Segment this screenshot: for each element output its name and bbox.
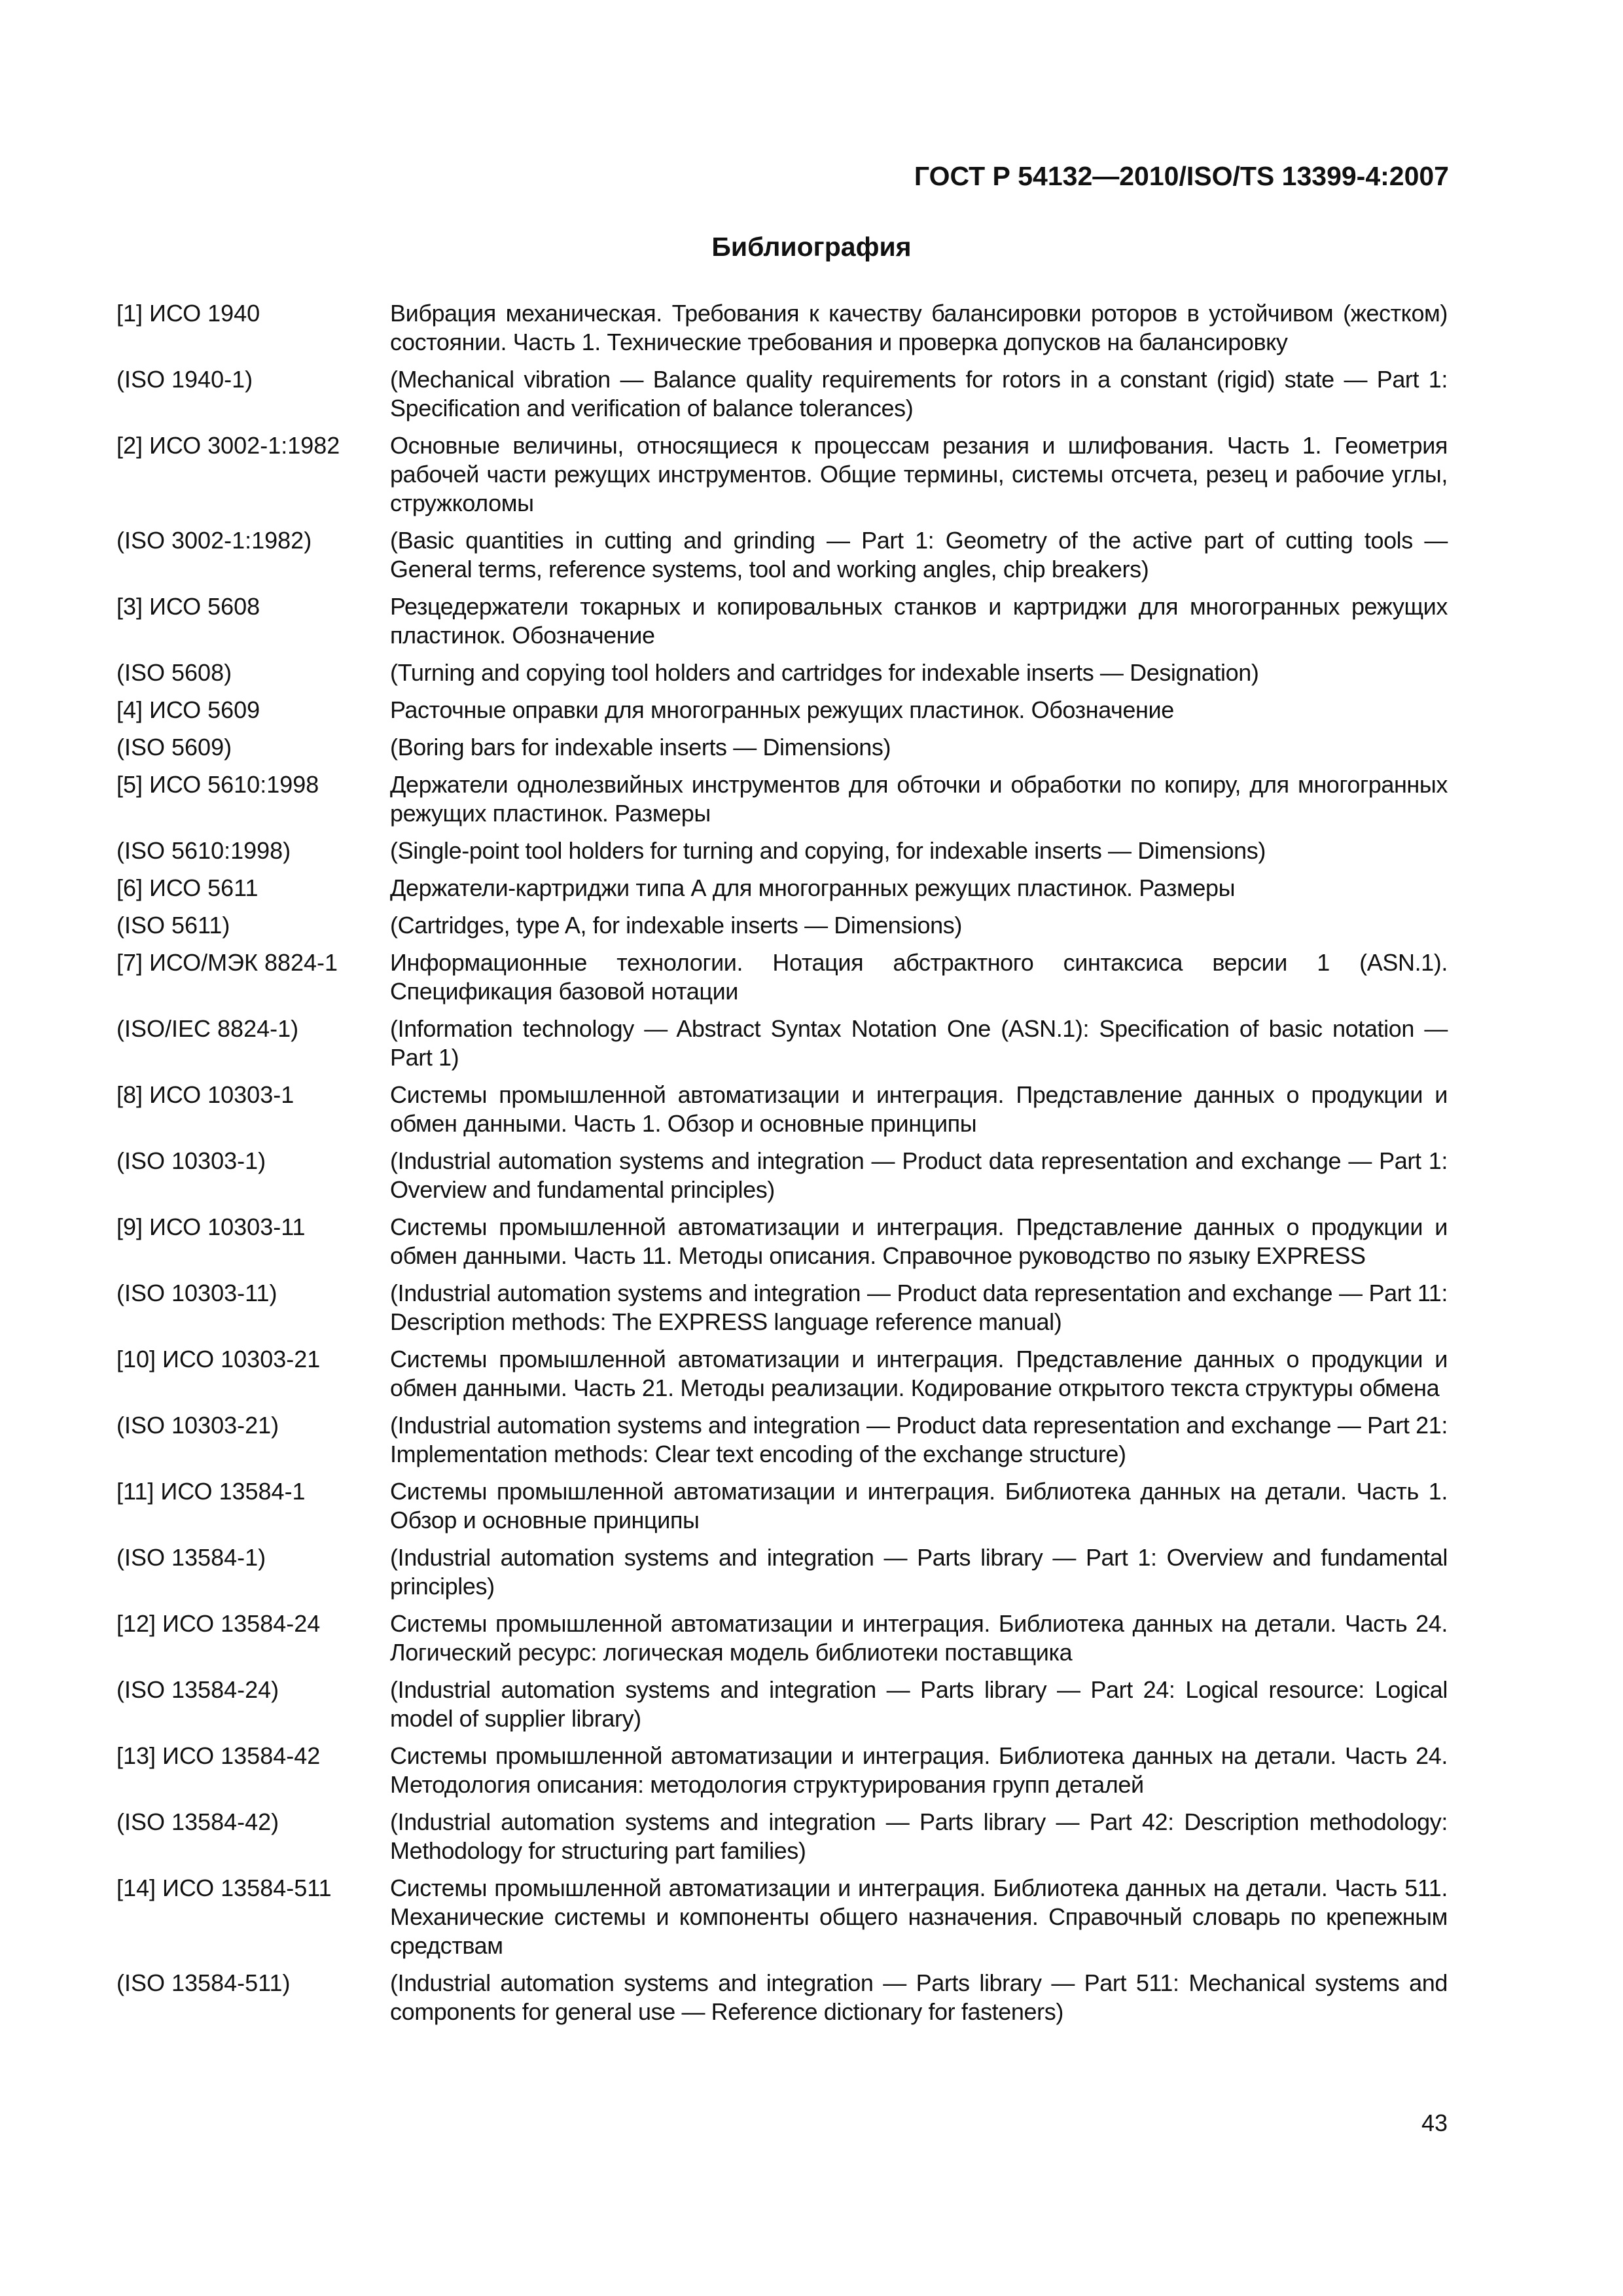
entry-reference: (ISO 10303-11) bbox=[116, 1280, 277, 1306]
entry-description: Расточные оправки для многогранных режущих пластинок. Обозначение bbox=[390, 696, 1174, 723]
bibliography-entry bbox=[116, 1213, 1448, 1270]
bibliography-entry bbox=[116, 874, 1448, 903]
entry-reference: [11] ИСО 13584-1 bbox=[116, 1478, 306, 1505]
entry-reference: (ISO 10303-1) bbox=[116, 1147, 266, 1174]
bibliography-entry bbox=[116, 1742, 1448, 1799]
bibliography-entry bbox=[116, 1014, 1448, 1072]
bibliography-entry bbox=[116, 1543, 1448, 1601]
entry-description: (Industrial automation systems and integration — Parts library — Part 511: Mechanical systems and components for general use — Reference dictionary for fasteners) bbox=[390, 1969, 1448, 2025]
entry-reference: [12] ИСО 13584-24 bbox=[116, 1610, 321, 1637]
entry-reference: [7] ИСО/МЭК 8824-1 bbox=[116, 949, 338, 976]
bibliography-entry bbox=[116, 658, 1448, 687]
entry-description: Основные величины, относящиеся к процессам резания и шлифования. Часть 1. Геометрия рабочей части режущих инструментов. Общие термины, системы отсчета, резец и рабочие углы, стружколомы bbox=[390, 432, 1448, 516]
entry-description: (Industrial automation systems and integration — Parts library — Part 42: Description methodology: Methodology for structuring part families) bbox=[390, 1808, 1448, 1864]
entry-description: Системы промышленной автоматизации и интеграция. Библиотека данных на детали. Часть 511. Механические системы и компоненты общего назначения. Справочный словарь по крепежным средствам bbox=[390, 1874, 1448, 1959]
entry-reference: [9] ИСО 10303-11 bbox=[116, 1213, 306, 1240]
entry-reference: [14] ИСО 13584-511 bbox=[116, 1874, 332, 1901]
entry-reference: (ISO/IEC 8824-1) bbox=[116, 1015, 299, 1042]
entry-description: (Turning and copying tool holders and cartridges for indexable inserts — Designation) bbox=[390, 659, 1259, 686]
bibliography-entry bbox=[116, 836, 1448, 865]
entry-description: (Information technology — Abstract Syntax Notation One (ASN.1): Specification of basic notation — Part 1) bbox=[390, 1015, 1448, 1071]
bibliography-entry bbox=[116, 299, 1448, 357]
bibliography-entry bbox=[116, 696, 1448, 725]
entry-description: Системы промышленной автоматизации и интеграция. Представление данных о продукции и обмен данными. Часть 21. Методы реализации. Кодирование открытого текста структуры обмена bbox=[390, 1346, 1448, 1401]
bibliography-entry bbox=[116, 1147, 1448, 1204]
entry-description: (Industrial automation systems and integration — Parts library — Part 24: Logical resource: Logical model of supplier library) bbox=[390, 1676, 1448, 1732]
entry-description: Системы промышленной автоматизации и интеграция. Библиотека данных на детали. Часть 24. Методология описания: методология структурирования групп деталей bbox=[390, 1742, 1448, 1798]
entry-reference: (ISO 5609) bbox=[116, 734, 232, 761]
entry-description: Резцедержатели токарных и копировальных станков и картриджи для многогранных режущих пластинок. Обозначение bbox=[390, 593, 1448, 649]
entry-description: (Industrial automation systems and integration — Product data representation and exchange — Part 1: Overview and fundamental principles) bbox=[390, 1147, 1448, 1203]
document-code-header: ГОСТ Р 54132—2010/ISO/TS 13399-4:2007 bbox=[914, 161, 1449, 191]
entry-description: Системы промышленной автоматизации и интеграция. Библиотека данных на детали. Часть 1. Обзор и основные принципы bbox=[390, 1478, 1448, 1534]
bibliography-entry bbox=[116, 1345, 1448, 1403]
entry-reference: [5] ИСО 5610:1998 bbox=[116, 771, 319, 798]
entry-reference: [2] ИСО 3002-1:1982 bbox=[116, 432, 340, 459]
entry-reference: (ISO 5611) bbox=[116, 912, 230, 939]
entry-reference: (ISO 5608) bbox=[116, 659, 232, 686]
entry-reference: (ISO 1940-1) bbox=[116, 366, 253, 393]
entry-reference: [6] ИСО 5611 bbox=[116, 874, 259, 901]
entry-reference: (ISO 13584-42) bbox=[116, 1808, 279, 1835]
bibliography-entry bbox=[116, 526, 1448, 584]
bibliography-entry bbox=[116, 1081, 1448, 1138]
entry-description: (Single-point tool holders for turning and copying, for indexable inserts — Dimensions) bbox=[390, 837, 1266, 864]
entry-reference: [8] ИСО 10303-1 bbox=[116, 1081, 294, 1108]
entry-reference: [4] ИСО 5609 bbox=[116, 696, 260, 723]
entry-reference: [13] ИСО 13584-42 bbox=[116, 1742, 321, 1769]
entry-description: Информационные технологии. Нотация абстрактного синтаксиса версии 1 (ASN.1). Спецификация базовой нотации bbox=[390, 949, 1448, 1005]
entry-reference: (ISO 3002-1:1982) bbox=[116, 527, 312, 554]
bibliography-entry bbox=[116, 1279, 1448, 1336]
entry-reference: (ISO 13584-1) bbox=[116, 1544, 266, 1571]
entry-reference: [10] ИСО 10303-21 bbox=[116, 1346, 321, 1372]
bibliography-entry bbox=[116, 431, 1448, 518]
entry-description: (Industrial automation systems and integration — Product data representation and exchange — Part 11: Description methods: The EXPRESS language reference manual) bbox=[390, 1280, 1448, 1335]
bibliography-list bbox=[116, 299, 1448, 2035]
bibliography-entry bbox=[116, 733, 1448, 762]
page-number: 43 bbox=[1421, 2109, 1448, 2136]
bibliography-entry bbox=[116, 1609, 1448, 1667]
bibliography-entry bbox=[116, 1477, 1448, 1535]
bibliography-entry bbox=[116, 948, 1448, 1006]
entry-reference: (ISO 13584-511) bbox=[116, 1969, 291, 1996]
page-title: Библиография bbox=[711, 232, 912, 262]
entry-description: Вибрация механическая. Требования к качеству балансировки роторов в устойчивом (жестком) состоянии. Часть 1. Технические требования и проверка допусков на балансировку bbox=[390, 300, 1448, 355]
bibliography-entry bbox=[116, 770, 1448, 828]
entry-description: Держатели однолезвийных инструментов для обточки и обработки по копиру, для многогранных режущих пластинок. Размеры bbox=[390, 771, 1448, 827]
entry-description: Держатели-картриджи типа А для многогранных режущих пластинок. Размеры bbox=[390, 874, 1236, 901]
entry-description: Системы промышленной автоматизации и интеграция. Представление данных о продукции и обмен данными. Часть 1. Обзор и основные принципы bbox=[390, 1081, 1448, 1137]
bibliography-entry bbox=[116, 1874, 1448, 1960]
bibliography-entry bbox=[116, 911, 1448, 940]
entry-reference: (ISO 10303-21) bbox=[116, 1412, 279, 1439]
bibliography-entry bbox=[116, 1676, 1448, 1733]
entry-description: (Mechanical vibration — Balance quality requirements for rotors in a constant (rigid) state — Part 1: Specification and verification of balance tolerances) bbox=[390, 366, 1448, 422]
entry-reference: [3] ИСО 5608 bbox=[116, 593, 260, 620]
entry-description: (Boring bars for indexable inserts — Dimensions) bbox=[390, 734, 891, 761]
entry-description: Системы промышленной автоматизации и интеграция. Библиотека данных на детали. Часть 24. Логический ресурс: логическая модель библиотеки поставщика bbox=[390, 1610, 1448, 1666]
entry-description: (Industrial automation systems and integration — Product data representation and exchange — Part 21: Implementation methods: Clear text encoding of the exchange structure) bbox=[390, 1412, 1448, 1467]
entry-description: (Industrial automation systems and integration — Parts library — Part 1: Overview and fundamental principles) bbox=[390, 1544, 1448, 1600]
bibliography-entry bbox=[116, 1411, 1448, 1469]
entry-description: Системы промышленной автоматизации и интеграция. Представление данных о продукции и обмен данными. Часть 11. Методы описания. Справочное руководство по языку EXPRESS bbox=[390, 1213, 1448, 1269]
entry-reference: (ISO 13584-24) bbox=[116, 1676, 279, 1703]
bibliography-entry bbox=[116, 1969, 1448, 2026]
entry-description: (Cartridges, type A, for indexable inserts — Dimensions) bbox=[390, 912, 962, 939]
bibliography-entry bbox=[116, 1808, 1448, 1865]
entry-reference: [1] ИСО 1940 bbox=[116, 300, 260, 327]
bibliography-entry bbox=[116, 365, 1448, 423]
entry-reference: (ISO 5610:1998) bbox=[116, 837, 291, 864]
entry-description: (Basic quantities in cutting and grinding — Part 1: Geometry of the active part of cutting tools — General terms, reference systems, tool and working angles, chip breakers) bbox=[390, 527, 1448, 583]
bibliography-entry bbox=[116, 592, 1448, 650]
